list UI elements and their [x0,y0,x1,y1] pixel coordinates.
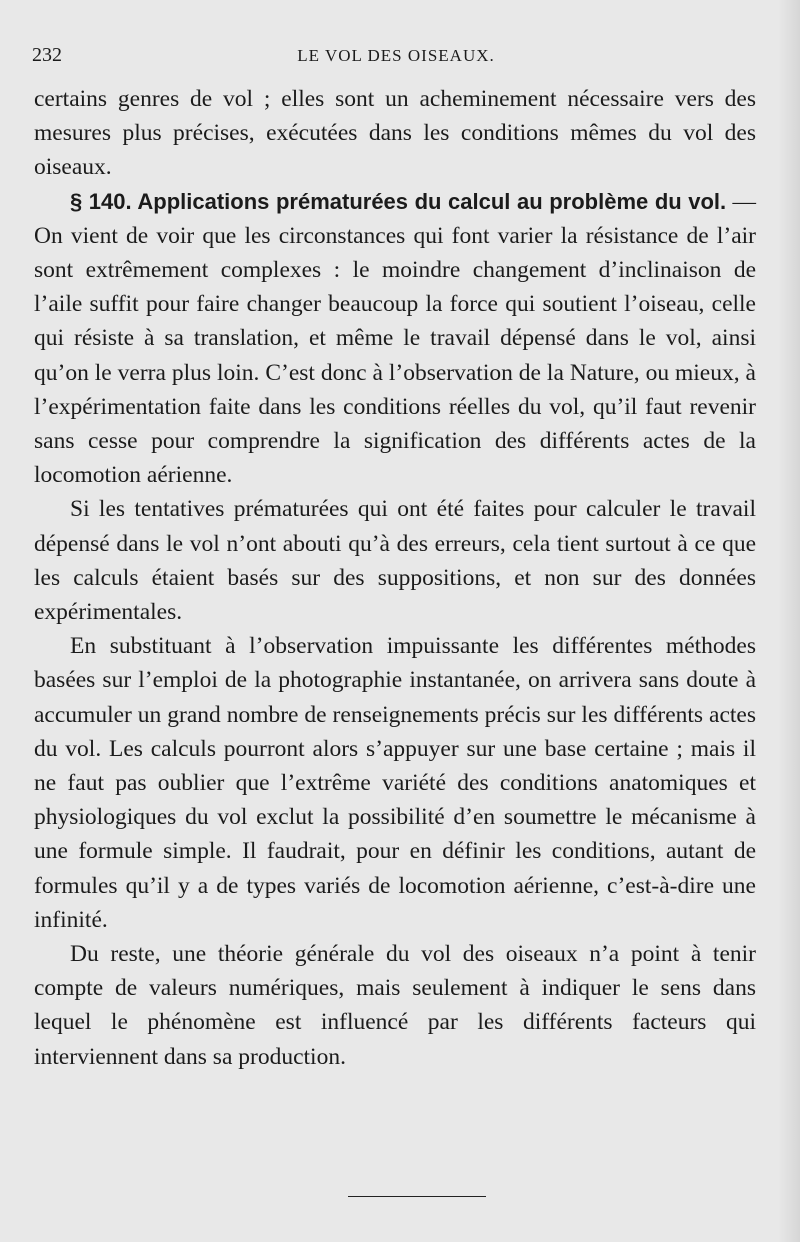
paragraph-section-140 [34,185,756,493]
section-heading: § 140. Applications prématurées du calcul au problème du vol. [70,188,727,214]
running-head [32,44,760,70]
paragraph-text: certains genres de vol ; elles sont un acheminement nécessaire vers des mesures plus précises, exécutées dans les conditions mêmes du vol des oiseaux. [34,86,756,181]
page-number: 232 [32,44,62,66]
book-title: LE VOL DES OISEAUX. [297,46,495,65]
paragraph-continuation [34,82,756,185]
body-text [34,82,756,1074]
paragraph [34,492,756,629]
paragraph-text: Si les tentatives prématurées qui ont été faites pour calculer le travail dépensé dans le vol n’ont abouti qu’à des erreurs, cela tient surtout à ce que les calculs étaient basés sur des suppositions, et non sur des données expérimentales. [34,496,756,626]
paragraph-text: En substituant à l’observation impuissante les différentes méthodes basées sur l’emploi de la photographie instantanée, on arrivera sans doute à accumuler un grand nombre de renseignements précis sur les différents actes du vol. Les calculs pourront alors s’appuyer sur une base certaine ; mais il ne faut pas oublier que l’extrême variété des conditions anatomiques et physiologiques du vol exclut la possibilité d’en soumettre le mécanisme à une formule simple. Il faudrait, pour en définir les conditions, autant de formules qu’il y a de types variés de locomotion aérienne, c’est-à-dire une infinité. [34,633,756,933]
paragraph-text: — On vient de voir que les circonstances qui font varier la résistance de l’air sont extrêmement complexes : le moindre changement d’inclinaison de l’aile suffit pour faire changer beaucoup la force qui soutient l’oiseau, celle qui résiste à sa translation, et même le travail dépensé dans le vol, ainsi qu’on le verra plus loin. C’est donc à l’observation de la Nature, ou mieux, à l’expérimentation faite dans les conditions réelles du vol, qu’il faut revenir sans cesse pour comprendre la signification des différents actes de la locomotion aérienne. [34,188,757,489]
paragraph [34,629,756,937]
paragraph [34,937,756,1074]
end-rule [348,1196,486,1197]
paragraph-text: Du reste, une théorie générale du vol des oiseaux n’a point à tenir compte de valeurs numériques, mais seulement à indiquer le sens dans lequel le phénomène est influencé par les différents facteurs qui interviennent dans sa production. [34,941,756,1070]
